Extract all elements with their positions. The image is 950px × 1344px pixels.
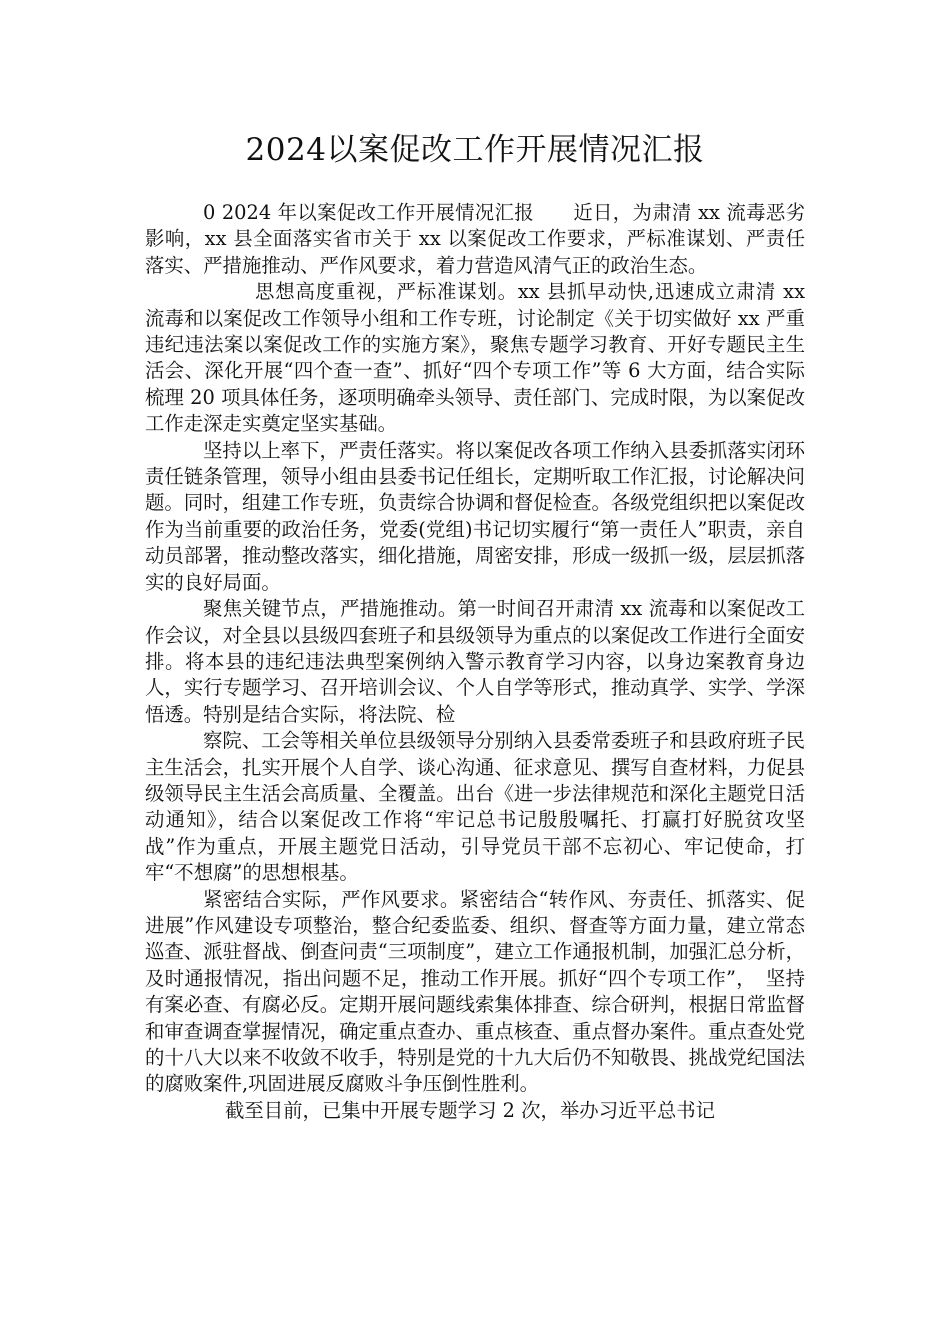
paragraph-responsibility: 坚持以上率下，严责任落实。将以案促改各项工作纳入县委抓落实闭环责任链条管理，领导小组由县委书记任组长，定期听取工作汇报，讨论解决问题。同时，组建工作专班，负责综合协调和督促检查。各级党组织把以案促改作为当前重要的政治任务，党委(党组)书记切实履行“第一责任人”职责，亲自动员部署，推动整改落实，细化措施，周密安排，形成一级抓一级，层层抓落实的良好局面。	[145, 438, 805, 594]
paragraph-intro: 0 2024 年以案促改工作开展情况汇报 近日，为肃清 xx 流毒恶劣影响，xx 县全面落实省市关于 xx 以案促改工作要求，严标准谋划、严责任落实、严措施推动、严作风要求，着力营造风清气正的政治生态。	[145, 201, 805, 277]
paragraph-measures: 聚焦关键节点，严措施推动。第一时间召开肃清 xx 流毒和以案促改工作会议，对全县以县级四套班子和县级领导为重点的以案促改工作进行全面安排。将本县的违纪违法典型案例纳入警示教育学习内容，以身边案教育身边人，实行专题学习、召开培训会议、个人自学等形式，推动真学、实学、学深悟透。特别是结合实际，将法院、检	[145, 597, 805, 726]
paragraph-standards: 思想高度重视，严标准谋划。xx 县抓早动快,迅速成立肃清 xx 流毒和以案促改工作领导小组和工作专班，讨论制定《关于切实做好 xx 严重违纪违法案以案促改工作的实施方案》，聚焦专题学习教育、开好专题民主生活会、深化开展“四个查一查”、抓好“四个专项工作”等 6 大方面，结合实际梳理 20 项具体任务，逐项明确牵头领导、责任部门、完成时限，为以案促改工作走深走实奠定坚实基础。	[145, 280, 805, 436]
paragraph-measures-continued: 察院、工会等相关单位县级领导分别纳入县委常委班子和县政府班子民主生活会，扎实开展个人自学、谈心沟通、征求意见、撰写自查材料，力促县级领导民主生活会高质量、全覆盖。出台《进一步法律规范和深化主题党日活动通知》，结合以案促改工作将“牢记总书记殷殷嘱托、打赢打好脱贫攻坚战”作为重点，开展主题党日活动，引导党员干部不忘初心、牢记使命，打牢“不想腐”的思想根基。	[145, 729, 805, 885]
document-body	[145, 200, 805, 1124]
paragraph-progress: 截至目前，已集中开展专题学习 2 次，举办习近平总书记	[225, 1098, 716, 1122]
paragraph-style: 紧密结合实际，严作风要求。紧密结合“转作风、夯责任、抓落实、促进展”作风建设专项整治，整合纪委监委、组织、督查等方面力量，建立常态巡查、派驻督战、倒查问责“三项制度”，建立工作通报机制，加强汇总分析，及时通报情况，指出问题不足，推动工作开展。抓好“四个专项工作”， 坚持有案必查、有腐必反。定期开展问题线索集体排查、综合研判，根据日常监督和审查调查掌握情况，确定重点查办、重点核查、重点督办案件。重点查处党的十八大以来不收敛不收手，特别是党的十九大后仍不知敬畏、挑战党纪国法的腐败案件,巩固进展反腐败斗争压倒性胜利。	[145, 887, 805, 1096]
document-title: 2024以案促改工作开展情况汇报	[245, 132, 705, 168]
